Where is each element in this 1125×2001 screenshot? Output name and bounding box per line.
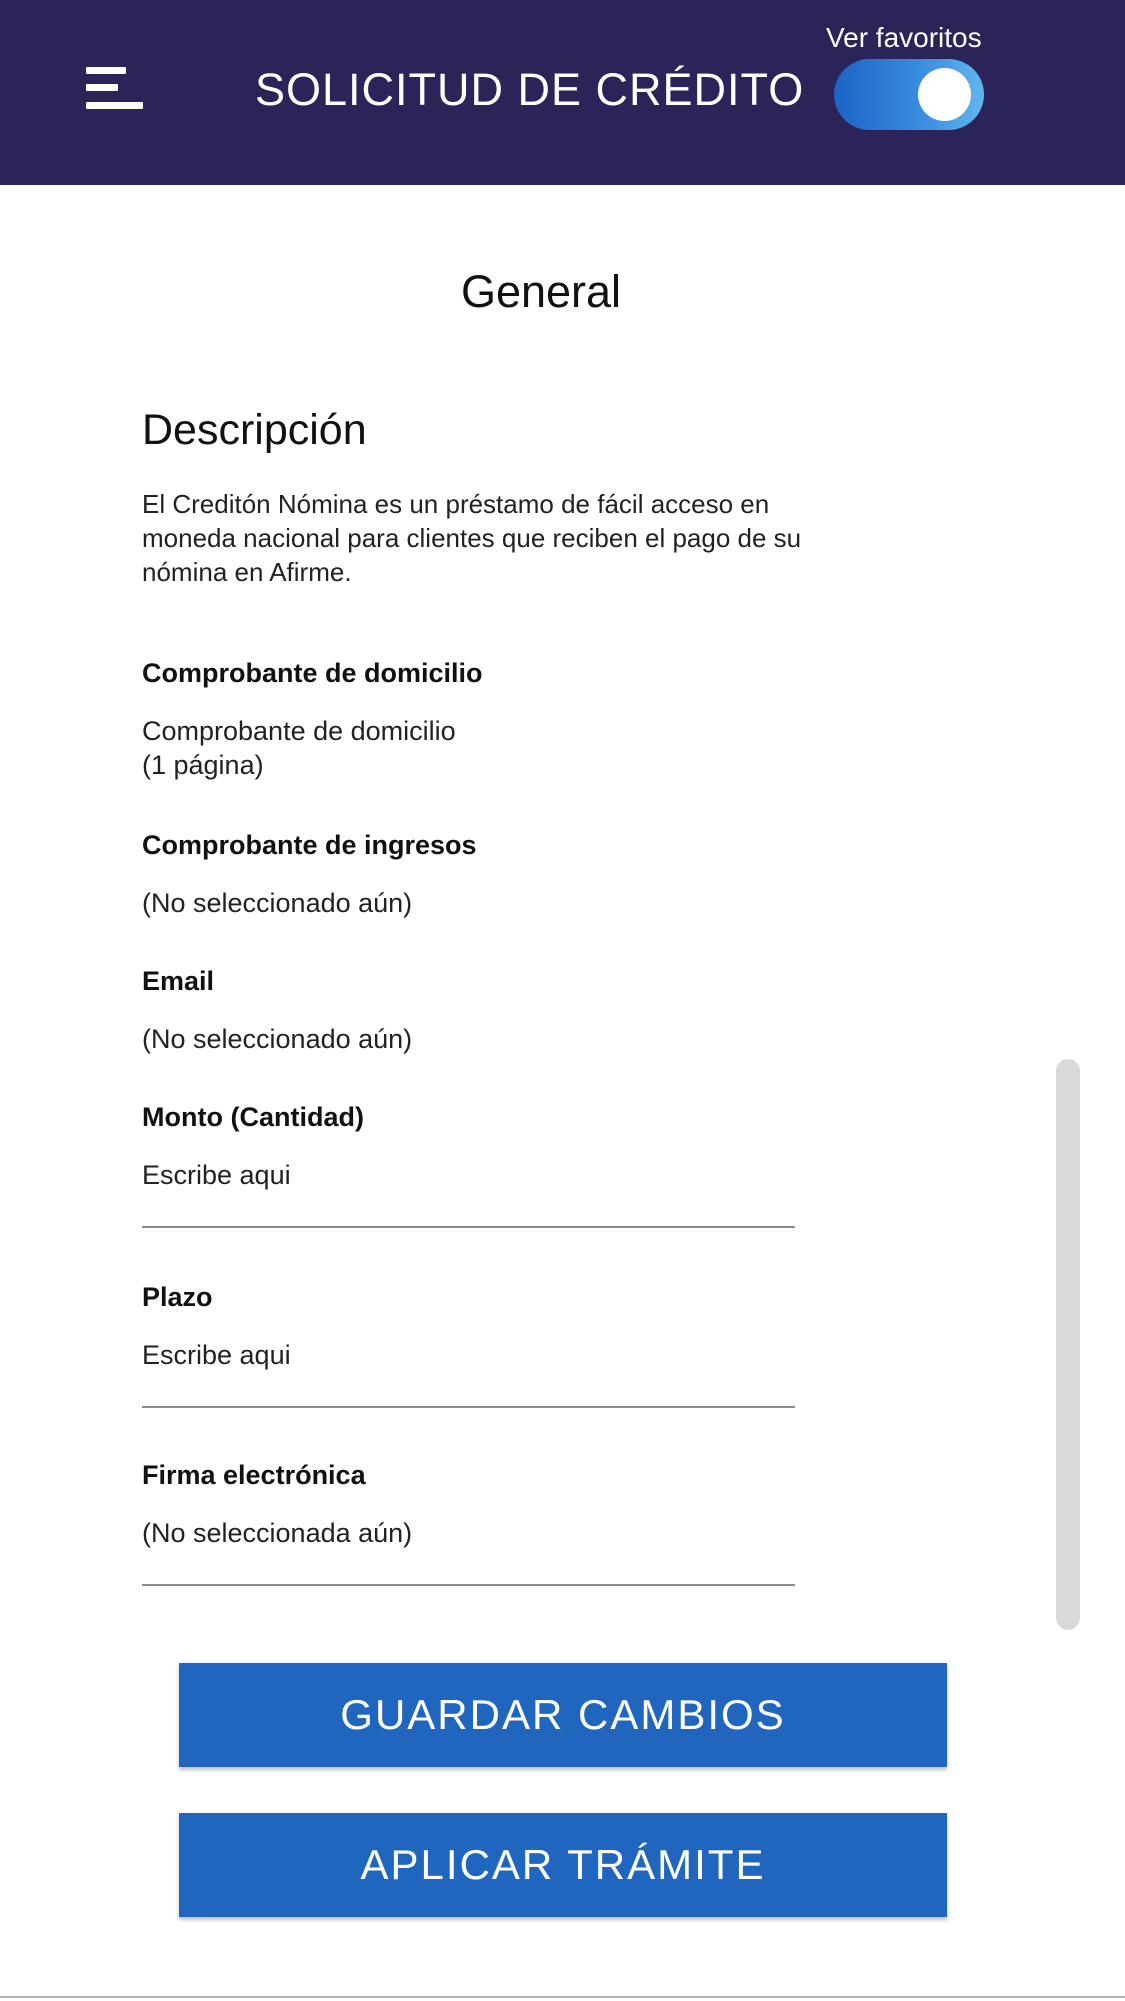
- scrollbar[interactable]: [1056, 1059, 1080, 1630]
- email-value[interactable]: (No seleccionado aún): [142, 1024, 413, 1054]
- divider: [0, 1996, 1125, 1998]
- menu-line: [86, 67, 126, 74]
- amount-input[interactable]: [142, 1153, 795, 1197]
- proof-of-address-value[interactable]: [142, 714, 842, 782]
- e-signature-label: Firma electrónica: [142, 1460, 366, 1490]
- amount-label: Monto (Cantidad): [142, 1102, 364, 1132]
- term-input[interactable]: [142, 1333, 795, 1377]
- page-title: SOLICITUD DE CRÉDITO: [255, 64, 805, 115]
- menu-line: [86, 102, 143, 109]
- apply-procedure-button[interactable]: APLICAR TRÁMITE: [179, 1813, 947, 1917]
- description-heading: Descripción: [142, 406, 367, 454]
- favorites-toggle[interactable]: [834, 59, 984, 130]
- favorites-label: Ver favoritos: [826, 22, 982, 53]
- hamburger-menu-icon[interactable]: [86, 65, 144, 111]
- proof-of-income-value[interactable]: (No seleccionado aún): [142, 888, 413, 918]
- amount-underline: [142, 1226, 795, 1228]
- term-underline: [142, 1406, 795, 1408]
- description-text: [142, 487, 882, 589]
- term-label: Plazo: [142, 1282, 213, 1312]
- save-changes-button[interactable]: GUARDAR CAMBIOS: [179, 1663, 947, 1767]
- description-line: moneda nacional para clientes que reciben el pago de su: [142, 523, 802, 553]
- proof-of-address-pages: (1 página): [142, 750, 264, 780]
- menu-line: [86, 84, 118, 91]
- description-line: nómina en Afirme.: [142, 557, 352, 587]
- proof-of-address-filename: Comprobante de domicilio: [142, 716, 456, 746]
- description-line: El Creditón Nómina es un préstamo de fácil acceso en: [142, 489, 770, 519]
- proof-of-income-label: Comprobante de ingresos: [142, 830, 477, 860]
- app-header: [0, 0, 1125, 185]
- toggle-knob: [918, 68, 971, 121]
- proof-of-address-label: Comprobante de domicilio: [142, 658, 483, 688]
- section-title: General: [460, 266, 622, 317]
- e-signature-value[interactable]: (No seleccionada aún): [142, 1518, 413, 1548]
- e-signature-underline: [142, 1584, 795, 1586]
- email-label: Email: [142, 966, 215, 996]
